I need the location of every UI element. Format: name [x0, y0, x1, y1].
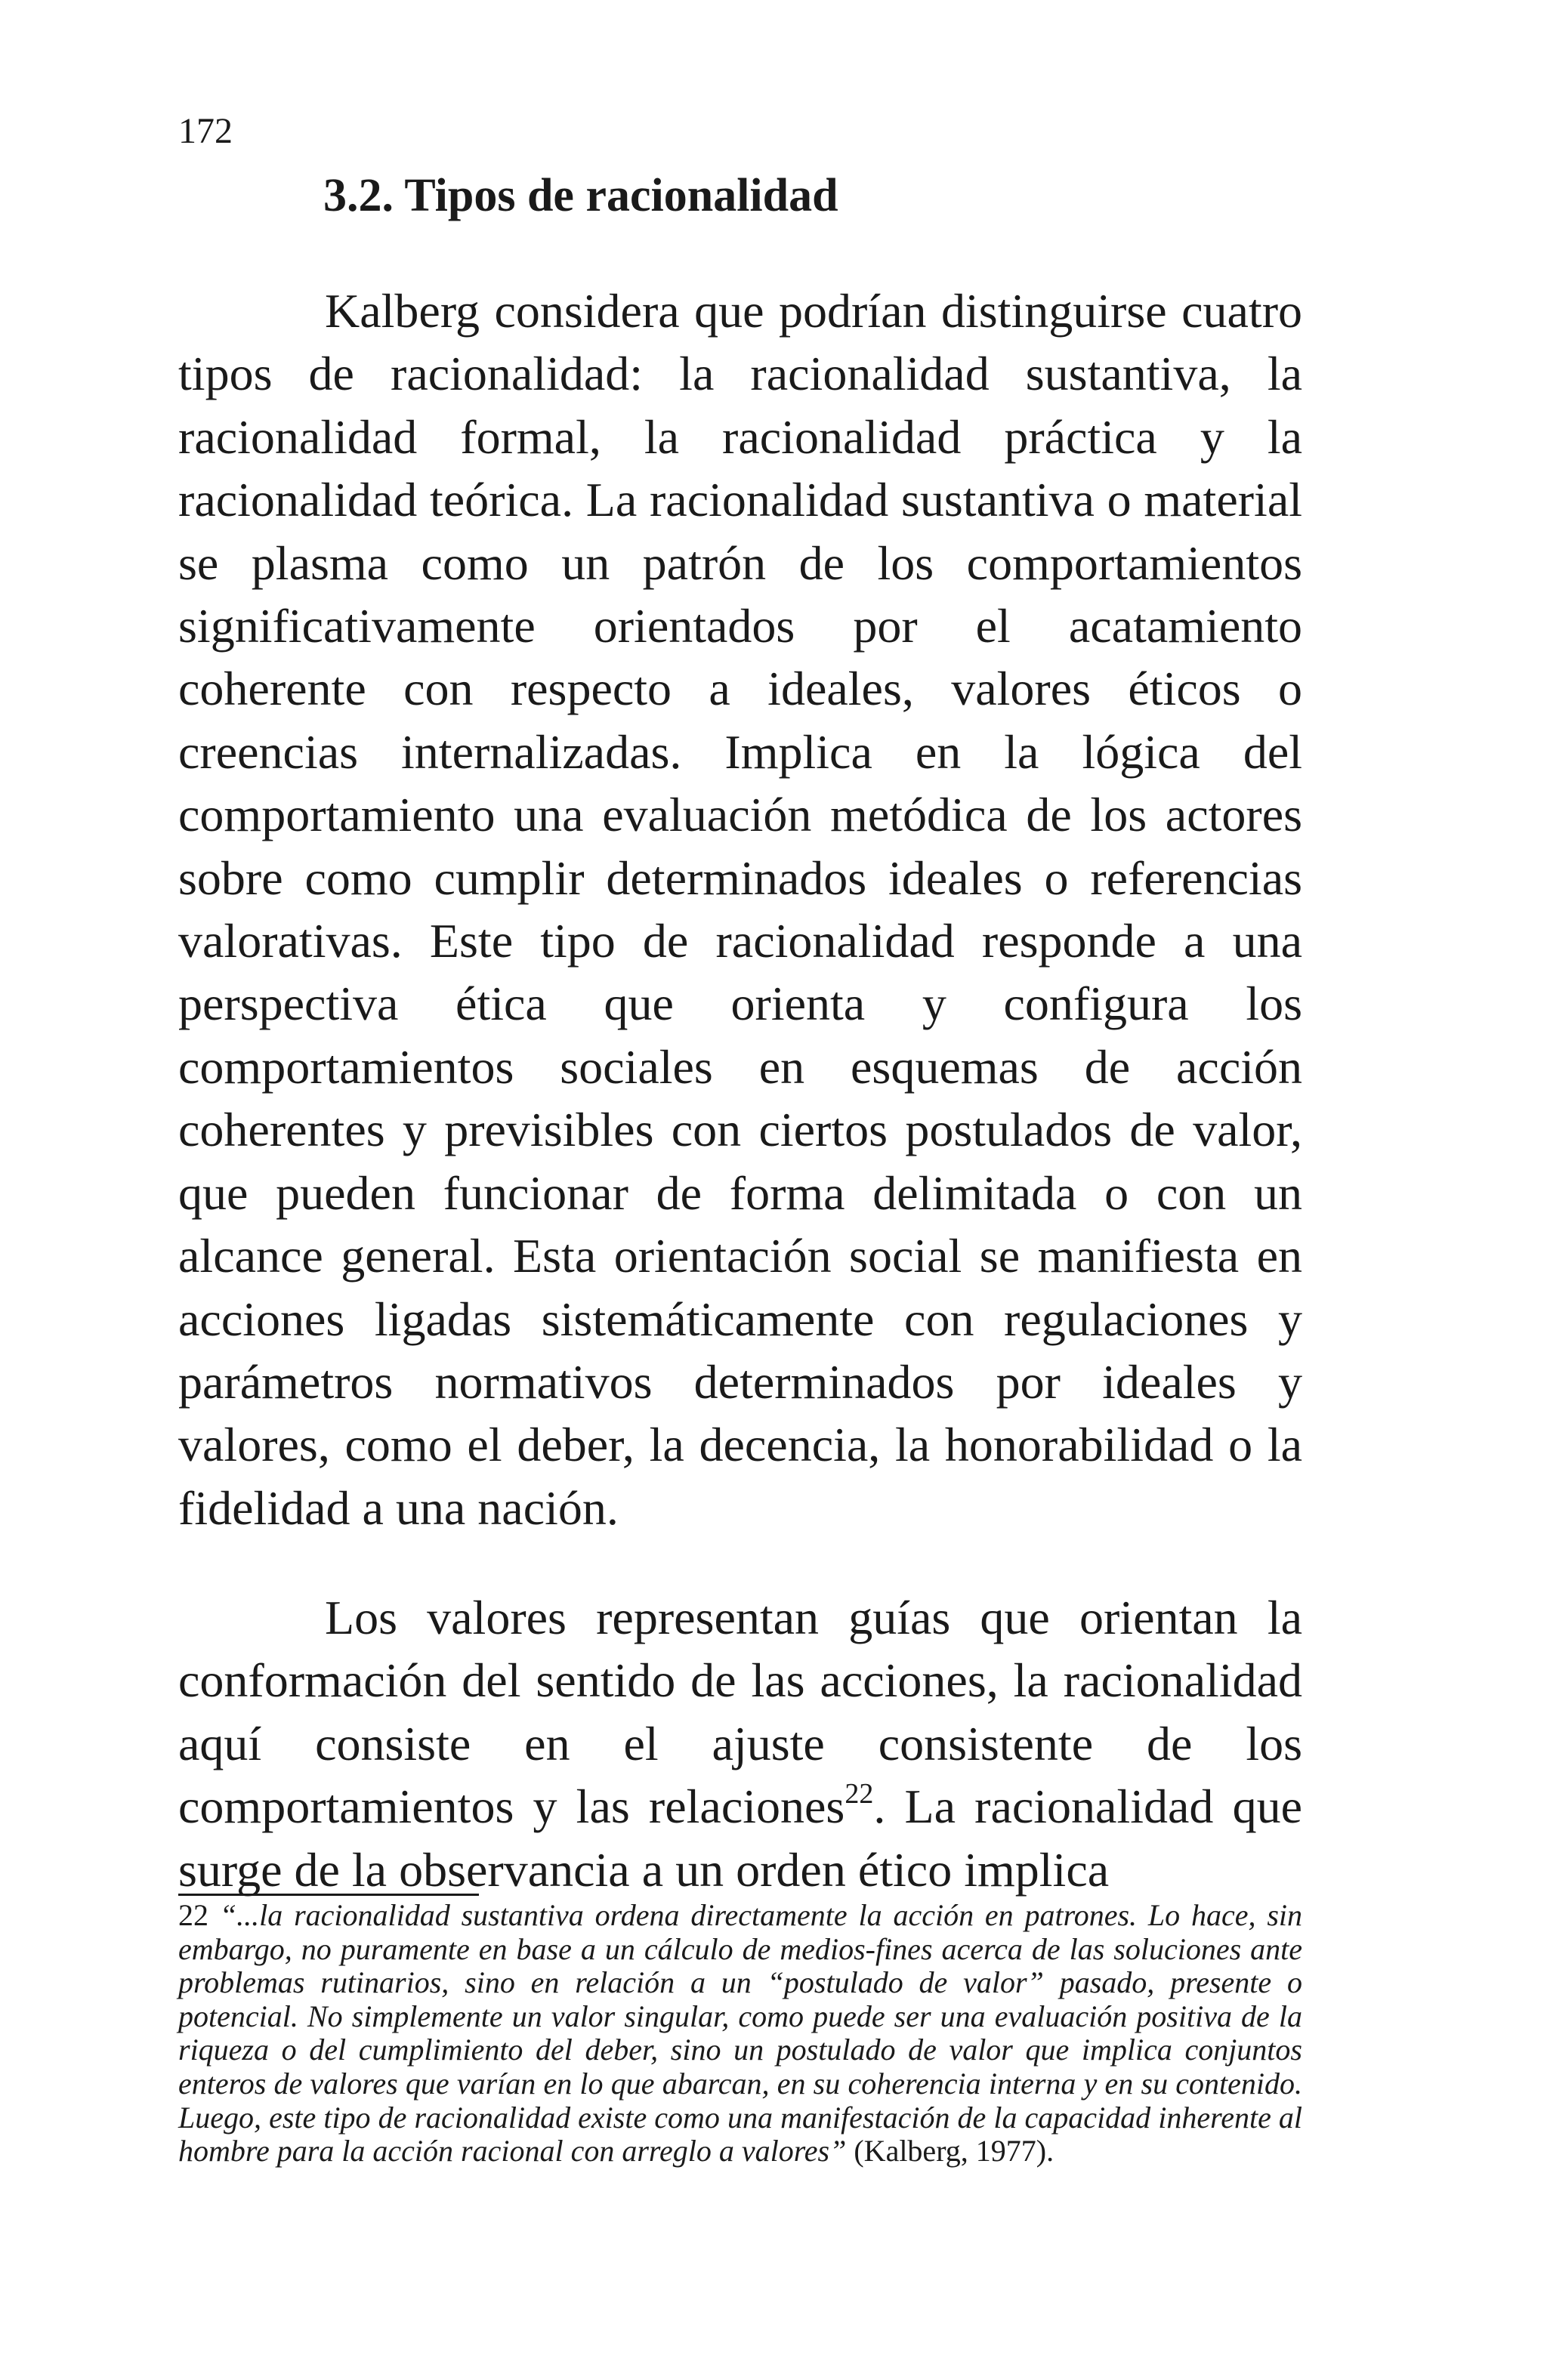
paragraph-text: . La racionalidad que surge de la observancia a un orden ético implica — [178, 1780, 1302, 1897]
footnote-quote: “...la racionalidad sustantiva ordena directamente la acción en patrones. Lo hace, sin embargo, no puramente en base a un cálculo de medios-fines acerca de las soluciones ante problemas rutinarios, sino en relación a un “postulado de valor” pasado, presente o potencial. No simplemente un valor singular, como puede ser una evaluación positiva de la riqueza o del cumplimiento del deber, sino un postulado de valor que implica conjuntos enteros de valores que varían en lo que abarcan, en su coherencia interna y en su contenido. Luego, este tipo de racionalidad existe como una manifestación de la capacidad inherente al hombre para la acción racional con arreglo a valores” — [178, 1898, 1303, 2169]
page-number: 172 — [178, 111, 233, 151]
section-title: 3.2. Tipos de racionalidad — [323, 170, 838, 221]
footnote-reference: 22 — [845, 1778, 874, 1810]
body-paragraph: Kalberg considera que podrían distinguirse cuatro tipos de racionalidad: la racionalidad sustantiva, la racionalidad formal, la racionalidad práctica y la racionalidad teórica. La racionalidad sustantiva o material se plasma como un patrón de los comportamientos significativamente orientados por el acatamiento coherente con respecto a ideales, valores éticos o creencias internalizadas. Implica en la lógica del comportamiento una evaluación metódica de los actores sobre como cumplir determinados ideales o referencias valorativas. Este tipo de racionalidad responde a una perspectiva ética que orienta y configura los comportamientos sociales en esquemas de acción coherentes y previsibles con ciertos postulados de valor, que pueden funcionar de forma delimitada o con un alcance general. Esta orientación social se manifiesta en acciones ligadas sistemáticamente con regulaciones y parámetros normativos determinados por ideales y valores, como el deber, la decencia, la honorabilidad o la fidelidad a una nación. — [178, 284, 1302, 1535]
footnote-number: 22 — [178, 1898, 208, 1932]
footnote-citation: (Kalberg, 1977). — [854, 2134, 1054, 2169]
footnote — [178, 1899, 1302, 2169]
paragraph-text: Los valores representan guías que orientan la conformación del sentido de las acciones, la racionalidad aquí consiste en el ajuste consistente de los comportamientos y las relaciones — [178, 1591, 1302, 1834]
footnote-separator — [178, 1894, 479, 1896]
body-paragraph — [178, 1586, 1302, 1901]
